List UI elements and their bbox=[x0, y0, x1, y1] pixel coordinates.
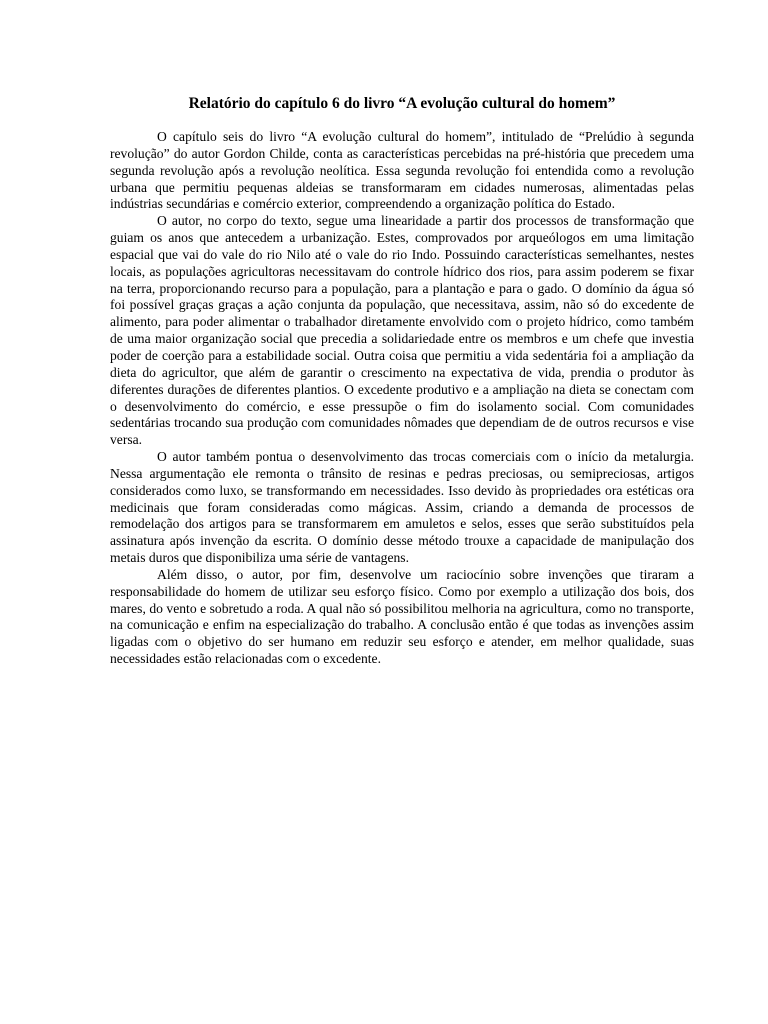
paragraph-development: O autor, no corpo do texto, segue uma linearidade a partir dos processos de transformação que guiam os anos que antecedem a urbanização. Estes, comprovados por arqueólogos em uma limitação espacial que vai do vale do rio Nilo até o vale do rio Indo. Possuindo características semelhantes, nestes locais, as populações agricultoras necessitavam do controle hídrico dos rios, para assim poderem se fixar na terra, proporcionando recurso para a população, para a plantação e para o gado. O domínio da água só foi possível graças graças a ação conjunta da população, que necessitava, assim, não só do excedente de alimento, para poder alimentar o trabalhador diretamente envolvido com o projeto hídrico, como também de uma maior organização social que precedia a solidariedade entre os membros e um chefe que investia poder de coerção para a estabilidade social. Outra coisa que permitiu a vida sedentária foi a ampliação da dieta do agricultor, que além de garantir o crescimento na expectativa de vida, prendia o produtor às diferentes durações de diferentes plantios. O excedente produtivo e a ampliação na dieta se conectam com o desenvolvimento do comércio, e esse pressupõe o fim do isolamento social. Com comunidades sedentárias trocando sua produção com comunidades nômades que dependiam de de outros recursos e vise versa. bbox=[110, 213, 694, 448]
document-title: Relatório do capítulo 6 do livro “A evolução cultural do homem” bbox=[188, 95, 616, 112]
paragraph-metallurgy: O autor também pontua o desenvolvimento das trocas comerciais com o início da metalurgia. Nessa argumentação ele remonta o trânsito de resinas e pedras preciosas, ou semipreciosas, artigos considerados como luxo, se transformando em necessidades. Isso devido às propriedades ora estéticas ora medicinais que foram consideradas como mágicas. Assim, criando a demanda de processos de remodelação dos artigos para se transformarem em amuletos e selos, esses que serão substituídos pela assinatura após invenção da escrita. O domínio desse método trouxe a capacidade de manipulação dos metais duros que disponibiliza uma série de vantagens. bbox=[110, 449, 694, 566]
document-page bbox=[110, 94, 694, 668]
paragraph-intro: O capítulo seis do livro “A evolução cultural do homem”, intitulado de “Prelúdio à segunda revolução” do autor Gordon Childe, conta as características percebidas na pré-história que precedem uma segunda revolução após a revolução neolítica. Essa segunda revolução foi entendida como a revolução urbana que permitiu pequenas aldeias se transformaram em cidades numerosas, alimentadas pelas indústrias secundárias e comércio exterior, compreendendo a organização política do Estado. bbox=[110, 129, 694, 212]
paragraph-conclusion: Além disso, o autor, por fim, desenvolve um raciocínio sobre invenções que tiraram a responsabilidade do homem de utilizar seu esforço físico. Como por exemplo a utilização dos bois, dos mares, do vento e sobretudo a roda. A qual não só possibilitou melhoria na agricultura, como no transporte, na comunicação e enfim na especialização do trabalho. A conclusão então é que todas as invenções assim ligadas com o objetivo do ser humano em reduzir seu esforço e atender, em melhor qualidade, suas necessidades estão relacionadas com o excedente. bbox=[110, 566, 694, 667]
